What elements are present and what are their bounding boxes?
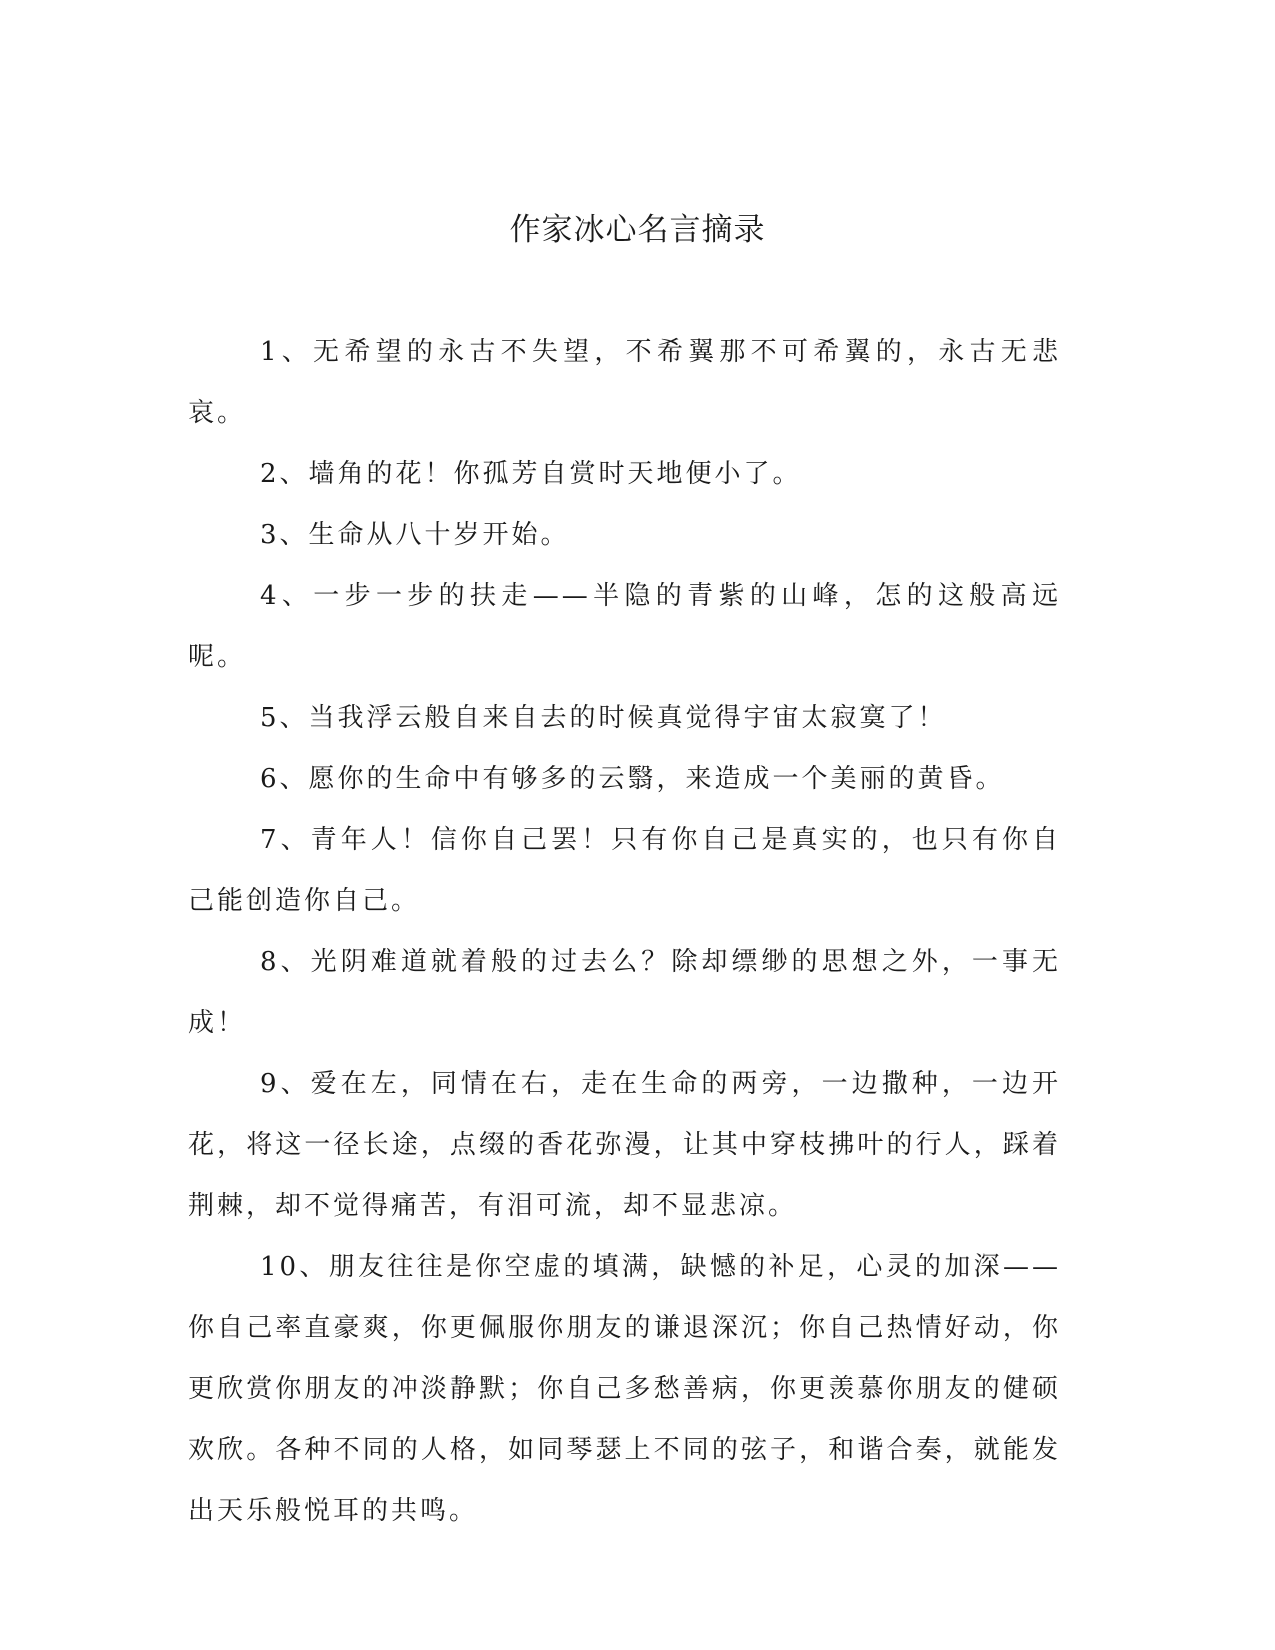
quote-paragraph-9: 9、爱在左，同情在右，走在生命的两旁，一边撒种，一边开花，将这一径长途，点缀的香花弥漫，让其中穿枝拂叶的行人，踩着荆棘，却不觉得痛苦，有泪可流，却不显悲凉。 <box>188 1069 1061 1221</box>
quote-paragraph-8: 8、光阴难道就着般的过去么？除却缥缈的思想之外，一事无成！ <box>188 947 1061 1038</box>
quote-paragraph-6: 6、愿你的生命中有够多的云翳，来造成一个美丽的黄昏。 <box>260 764 1005 794</box>
quote-paragraph-4: 4、一步一步的扶走——半隐的青紫的山峰，怎的这般高远呢。 <box>188 581 1061 672</box>
quote-paragraph-2: 2、墙角的花！你孤芳自赏时天地便小了。 <box>260 459 802 489</box>
quote-paragraph-7: 7、青年人！信你自己罢！只有你自己是真实的，也只有你自己能创造你自己。 <box>188 825 1061 916</box>
document-title: 作家冰心名言摘录 <box>509 212 766 248</box>
quote-paragraph-5: 5、当我浮云般自来自去的时候真觉得宇宙太寂寞了！ <box>260 703 947 733</box>
quote-paragraph-10: 10、朋友往往是你空虚的填满，缺憾的补足，心灵的加深——你自己率直豪爽，你更佩服你朋友的谦退深沉；你自己热情好动，你更欣赏你朋友的冲淡静默；你自己多愁善病，你更羡慕你朋友的健硕欢欣。各种不同的人格，如同琴瑟上不同的弦子，和谐合奏，就能发出天乐般悦耳的共鸣。 <box>188 1252 1061 1526</box>
quote-paragraph-3: 3、生命从八十岁开始。 <box>260 520 570 550</box>
quote-paragraph-1: 1、无希望的永古不失望，不希翼那不可希翼的，永古无悲哀。 <box>188 337 1061 428</box>
document-body <box>188 322 1061 1542</box>
